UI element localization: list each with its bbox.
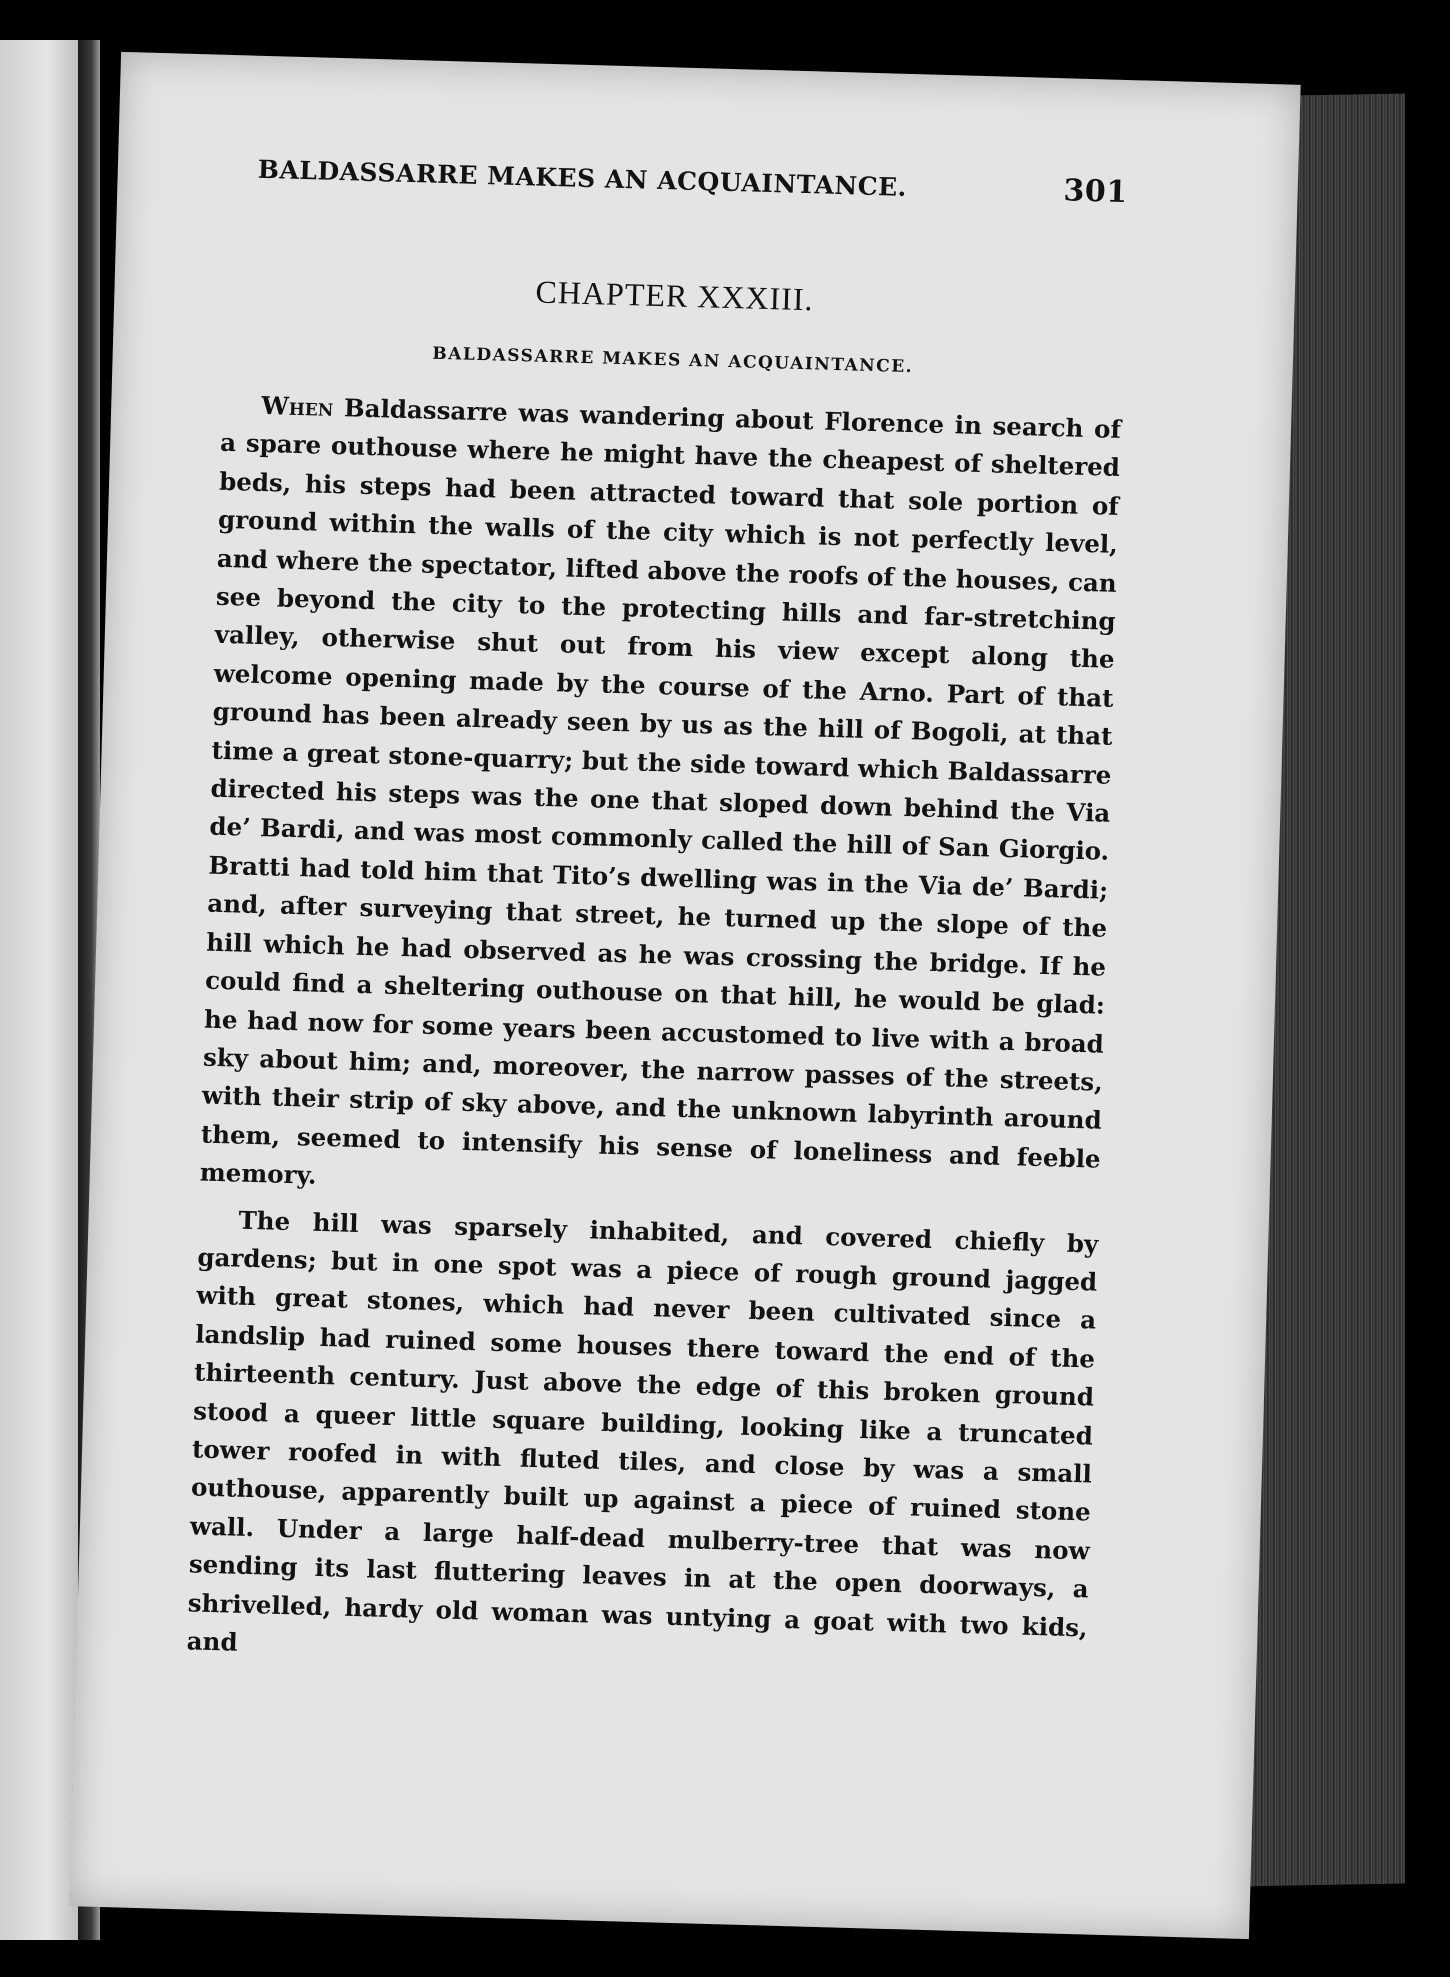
running-head-title: BALDASSARRE MAKES AN ACQUAINTANCE.	[257, 154, 908, 202]
paragraph-2: The hill was sparsely inhabited, and covered chiefly by gardens; but in one spot was a piece of rough ground jagged with great stones, which had never been cultivated since a landslip had ruined some houses there toward the end of the thirteenth century. Just above the edge of this broken ground stood a queer little square building, looking like a truncated tower roofed in with fluted tiles, and close by was a small outhouse, apparently built up against a piece of ruined stone wall. Under a large half-dead mulberry-tree that was now sending its last fluttering leaves in at the open doorways, a shrivelled, hardy old woman was untying a goat with two kids, and	[186, 1205, 1099, 1657]
page-number: 301	[1063, 173, 1129, 211]
chapter-title: CHAPTER XXXIII.	[535, 273, 815, 318]
paragraph-1-text: Baldassarre was wandering about Florence in search of a spare outhouse where he might have the cheapest of sheltered beds, his steps had been attracted toward that sole portion of ground within the walls of the city which is not perfectly level, and where the spectator, lifted above the roofs of the houses, can see beyond the city to the protecting hills and far-stretching valley, otherwise shut out from his view except along the welcome opening made by the course of the Arno. Part of that ground has been already seen by us as the hill of Bogoli, at that time a great stone-quarry; but the side toward which Baldassarre directed his steps was the one that sloped down behind the Via de’ Bardi, and was most commonly called the hill of San Giorgio. Bratti had told him that Tito’s dwelling was in the Via de’ Bardi; and, after surveying that street, he turned up the slope of the hill which he had observed as he was crossing the bridge. If he could find a sheltering outhouse on that hill, he would be glad: he had now for some years been accustomed to live with a broad sky about him; and, moreover, the narrow passes of the streets, with their strip of sky above, and the unknown labyrinth around them, seemed to intensify his sense of loneliness and feeble memory.	[199, 392, 1122, 1190]
chapter-subtitle: BALDASSARRE MAKES AN ACQUAINTANCE.	[432, 343, 914, 378]
page-content	[186, 150, 1128, 1686]
left-page-edge	[0, 40, 80, 1940]
running-head	[257, 151, 1128, 210]
book-page	[69, 52, 1300, 1939]
body-text	[186, 386, 1121, 1686]
paragraph-lead-word: When	[260, 390, 334, 422]
paragraph-1	[199, 386, 1121, 1217]
